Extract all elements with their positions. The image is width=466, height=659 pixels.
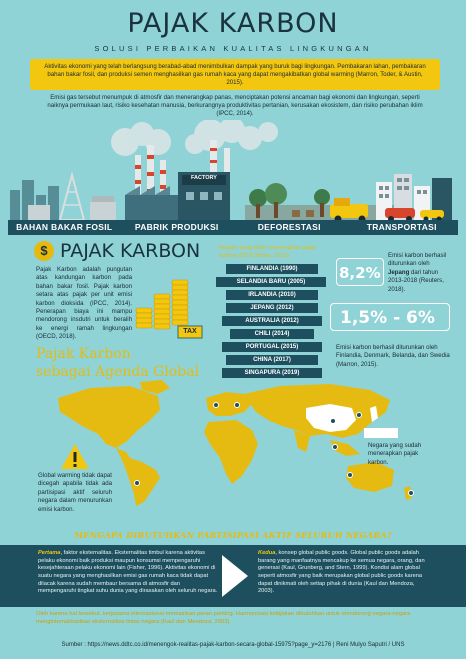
smoke-clouds: [111, 120, 278, 156]
map-marker: [356, 412, 362, 418]
why-heading: MENGAPA DIBUTUHKAN PARTISIPASI AKTIF SELURUH NEGARA?: [74, 530, 392, 540]
country-bar: CHINA (2017): [226, 355, 318, 365]
country-bar: AUSTRALIA (2012): [222, 316, 322, 326]
why-left-column: Pertama, faktor eksternalitas. Eksternalitas timbul karena aktivitas pelaku ekonomi baik produksi maupun konsumsi mempengaruhi kesejahteraan pelaku ekonomi lain (Fisher, 1996). Aktivitas ekonomi di suatu negara yang menghasilkan emisi gas rumah kaca tidak dapat dilacak karena sudah membaur bersama di atmosfir dan mempengaruhi tingkat suhu dunia yang dirasakan oleh seluruh negara.: [38, 550, 218, 595]
category-transport: TRANSPORTASI: [366, 222, 437, 232]
warning-icon: [60, 443, 90, 470]
deforestation-trees: [245, 183, 395, 223]
arrow-icon: [222, 555, 248, 597]
factory-chimneys: [125, 145, 187, 220]
why-conclusion: Oleh karena hal tersebut, kerjasama internasional memainkan peran penting. Harmonisasi kebijakan dibutuhkan untuk mendorong negara-negara menginternalisasikan eksternalitas lintas negara (Kaul dan Mendoza, 2003).: [36, 611, 411, 625]
country-bar: FINLANDIA (1990): [226, 264, 318, 274]
stat1-value: 8,2%: [339, 264, 381, 282]
stat1-text: Emisi karbon berhasil diturunkan oleh Jepang dari tahun 2013-2018 (Reuters, 2018).: [388, 252, 447, 293]
category-bar: [8, 220, 458, 235]
countries-heading: Negara yang telah menerapkan pajak karbon (DDTCNews, 2015).: [219, 245, 316, 259]
category-factory: PABRIK PRODUKSI: [134, 222, 219, 232]
country-bar: SELANDIA BARU (2005): [216, 277, 326, 287]
factory-sign: FACTORY: [191, 175, 217, 181]
stat2-text: Emisi karbon berhasil diturunkan oleh Finlandia, Denmark, Belanda, dan Swedia (Marron, 2015).: [336, 344, 450, 368]
intro-highlight: Aktivitas ekonomi yang telah berlangsung berabad-abad menimbulkan dampak yang buruk bagi lingkungan. Pembakaran lahan, pembakaran bahan bakar fosil, dan produksi semen menghasilkan gas rumah kaca yang dapat mengakibatkan global warming (Marron, Toder, & Austin, 2015).: [30, 59, 440, 90]
map-marker: [213, 402, 219, 408]
source-footer: Sumber : https://news.ddtc.co.id/menengok-realitas-pajak-karbon-secara-global-15975?page_y=2176 | Reni Mulyo Saputri / UNS: [61, 642, 405, 648]
category-fossil-fuel: BAHAN BAKAR FOSIL: [16, 222, 113, 232]
pajak-description: Pajak Karbon adalah pungutan atas kandungan karbon pada bahan bakar fosil. Pajak karbon setara atas pajak per unit emisi karbon dioksida (IPCC, 2014). Penerapan biaya ini mampu mendorong insdutri untuk beralih ke energi ramah lingkungan (OECD, 2018).: [36, 266, 132, 341]
agenda-title-line1: Pajak Karbon: [36, 346, 131, 362]
map-marker: [330, 418, 336, 424]
category-deforestation: DEFORESTASI: [257, 222, 321, 232]
agenda-title-line2: sebagai Agenda Global: [36, 364, 200, 380]
map-marker: [332, 444, 338, 450]
stat2-value: 1,5% - 6%: [340, 308, 435, 328]
legend-swatch: [364, 428, 398, 438]
intro-text: Emisi gas tersebut menumpuk di atmosfir dan menerangkap panas, menciptakan potensi ancaman bagi ekonomi dan lingkungan, seperti naiknya permukaan laut, risiko kesehatan manusia, berkurangnya produktivitas pertanian, kerusakan ekosistem, dan risiko perubahan iklim (IPCC, 2014).: [47, 94, 423, 118]
country-bar: IRLANDIA (2010): [226, 290, 318, 300]
dollar-coin-icon: $: [34, 241, 54, 261]
page-title: PAJAK KARBON: [127, 8, 339, 39]
why-panel: [0, 545, 466, 607]
country-bar: JEPANG (2012): [226, 303, 318, 313]
country-bar: CHILI (2014): [230, 329, 314, 339]
page-subtitle: SOLUSI PERBAIKAN KUALITAS LINGKUNGAN: [94, 44, 372, 53]
map-marker: [347, 472, 353, 478]
warning-text: Global warming tidak dapat dicegah apabila tidak ada partisipasi aktif seluruh negara dalam menurunkan emisi karbon.: [38, 472, 112, 513]
map-marker: [234, 402, 240, 408]
transport-city: [376, 174, 452, 222]
pajak-title: PAJAK KARBON: [60, 240, 201, 262]
map-marker: [134, 480, 140, 486]
country-bar: SINGAPURA (2019): [222, 368, 322, 378]
legend-text: Negara yang sudah menerapkan pajak karbon.: [368, 442, 422, 466]
tax-label: TAX: [183, 328, 197, 335]
why-right-column: Kedua, konsep global public goods. Global public goods adalah barang yang manfaatnya mencakup ke semua negara, orang, dan generasi (Kaul, Grunberg, and Stern, 1999). Kondisi alam global seperti atmosfir yang baik merupakan global public goods karena dapat dinikmati oleh setiap pihak di dunia (Kaul dan Mendoza, 2003).: [258, 550, 425, 595]
country-bar: PORTUGAL (2015): [222, 342, 322, 352]
map-marker: [408, 490, 414, 496]
